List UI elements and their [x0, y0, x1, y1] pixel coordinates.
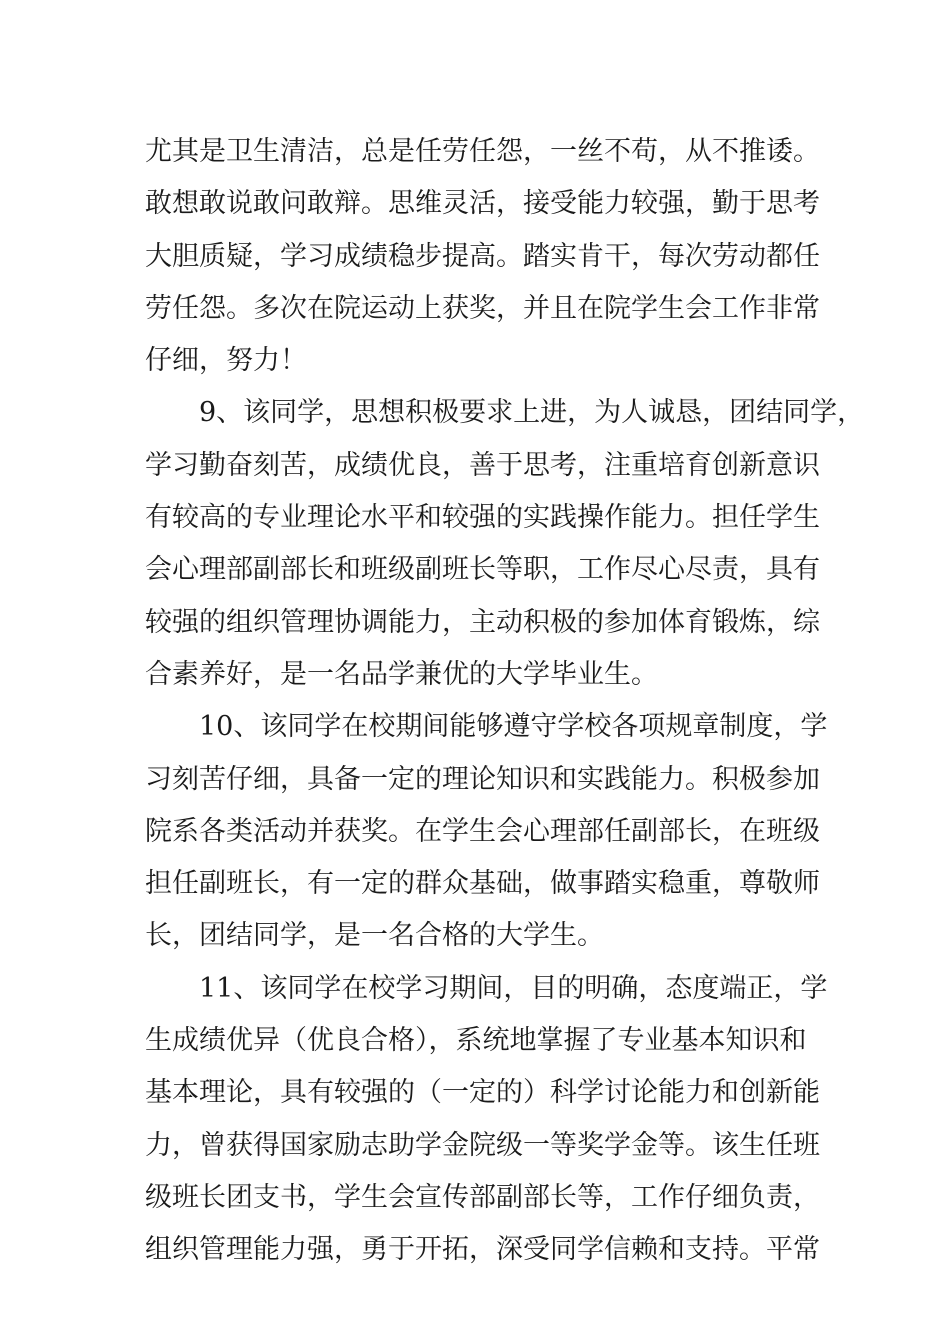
text-line: 仔细，努力！ [145, 345, 307, 377]
text-line: 组织管理能力强，勇于开拓，深受同学信赖和支持。平常 [145, 1234, 820, 1266]
text-line: 敢想敢说敢问敢辩。思维灵活，接受能力较强，勤于思考 [145, 188, 820, 220]
text-line: 学习勤奋刻苦，成绩优良，善于思考，注重培育创新意识 [145, 449, 820, 481]
text-line: 合素养好，是一名品学兼优的大学毕业生。 [145, 658, 658, 690]
text-line: 尤其是卫生清洁，总是任劳任怨，一丝不苟，从不推诿。 [145, 136, 820, 167]
text-line: 会心理部副部长和班级副班长等职，工作尽心尽责，具有 [145, 554, 820, 586]
text-line: 习刻苦仔细，具备一定的理论知识和实践能力。积极参加 [145, 763, 820, 795]
text-line: 力，曾获得国家励志助学金院级一等奖学金等。该生任班 [145, 1129, 820, 1161]
text-line: 院系各类活动并获奖。在学生会心理部任副部长，在班级 [145, 815, 820, 847]
text-line: 长，团结同学，是一名合格的大学生。 [145, 920, 604, 952]
text-line: 较强的组织管理协调能力，主动积极的参加体育锻炼，综 [145, 606, 820, 638]
paragraph-start-line: 11、该同学在校学习期间，目的明确，态度端正，学 [199, 972, 828, 1004]
text-line: 劳任怨。多次在院运动上获奖，并且在院学生会工作非常 [145, 292, 820, 324]
text-line: 担任副班长，有一定的群众基础，做事踏实稳重，尊敬师 [145, 868, 820, 900]
text-line: 级班长团支书，学生会宣传部副部长等，工作仔细负责， [145, 1181, 820, 1213]
document-body [145, 126, 865, 1277]
text-line: 大胆质疑，学习成绩稳步提高。踏实肯干，每次劳动都任 [145, 240, 820, 272]
paragraph-start-line: 9、该同学，思想积极要求上进，为人诚恳，团结同学， [199, 397, 865, 429]
text-line: 基本理论，具有较强的（一定的）科学讨论能力和创新能 [145, 1077, 820, 1109]
text-line: 生成绩优异（优良合格），系统地掌握了专业基本知识和 [145, 1025, 807, 1057]
paragraph-start-line: 10、该同学在校期间能够遵守学校各项规章制度，学 [199, 711, 828, 743]
text-line: 有较高的专业理论水平和较强的实践操作能力。担任学生 [145, 502, 820, 534]
